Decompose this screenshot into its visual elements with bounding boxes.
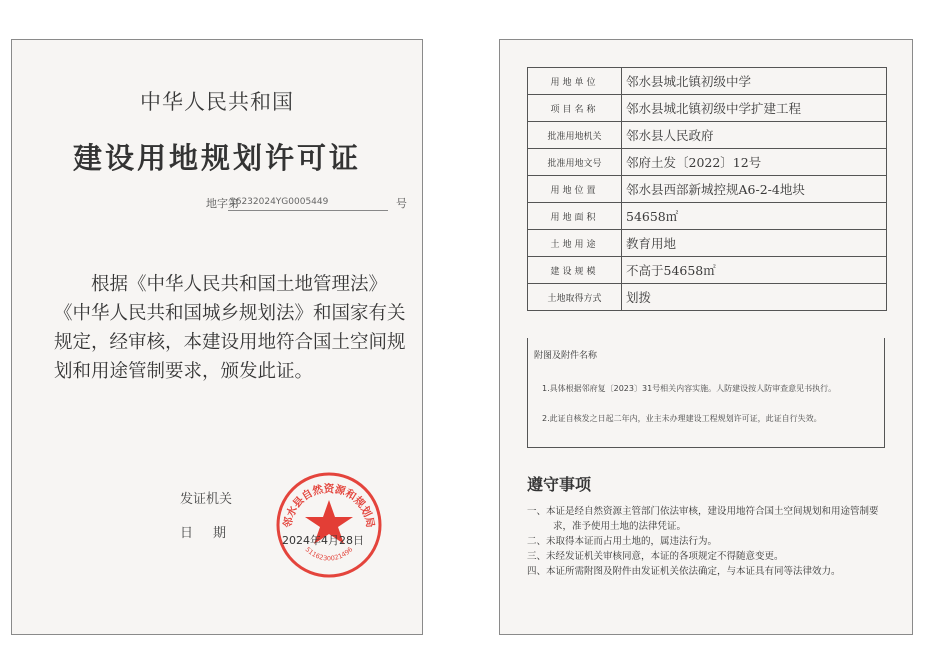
row-value: 教育用地 <box>622 230 887 257</box>
row-value: 邻水县城北镇初级中学扩建工程 <box>622 95 887 122</box>
row-label: 批准用地机关 <box>528 122 622 149</box>
issue-date: 2024年4月28日 <box>282 534 364 547</box>
country-name: 中华人民共和国 <box>140 90 294 114</box>
attachments-title: 附图及附件名称 <box>534 351 598 361</box>
certificate-number-prefix: 地字第 <box>206 197 239 210</box>
seal-text: 邻水县自然资源和规划局 <box>281 483 377 529</box>
table-row <box>528 68 887 95</box>
table-row <box>528 95 887 122</box>
table-row <box>528 284 887 311</box>
row-value: 邻水县人民政府 <box>622 122 887 149</box>
table-row <box>528 203 887 230</box>
row-label: 土地取得方式 <box>528 284 622 311</box>
row-value: 54658㎡ <box>622 203 887 230</box>
row-label: 土地用途 <box>528 230 622 257</box>
attachments-section <box>527 338 885 448</box>
row-value: 邻水县西部新城控规A6-2-4地块 <box>622 176 887 203</box>
rule-item: 三、未经发证机关审核同意，本证的各项规定不得随意变更。 <box>527 551 784 562</box>
certificate-front-page <box>11 39 423 635</box>
official-seal <box>274 470 384 580</box>
certificate-title: 建设用地规划许可证 <box>72 141 361 175</box>
row-label: 用地面积 <box>528 203 622 230</box>
date-label: 日期 <box>180 526 247 541</box>
certificate-body-text: 根据《中华人民共和国土地管理法》《中华人民共和国城乡规划法》和国家有关规定，经审核，本建设用地符合国土空间规划和用途管制要求，颁发此证。 <box>54 274 406 382</box>
certificate-number-underline <box>228 210 388 211</box>
seal-code: 5116230021496 <box>303 545 355 563</box>
row-label: 用地单位 <box>528 68 622 95</box>
certificate-number-suffix: 号 <box>396 197 407 210</box>
issuer-label: 发证机关 <box>180 492 233 507</box>
row-label: 用地位置 <box>528 176 622 203</box>
row-value: 划拨 <box>622 284 887 311</box>
land-info-table <box>527 67 887 311</box>
attachment-note-2: 2.此证自核发之日起二年内，业主未办理建设工程规划许可证，此证自行失效。 <box>542 414 822 423</box>
table-row <box>528 230 887 257</box>
rules-title: 遵守事项 <box>527 475 592 494</box>
rule-item: 二、未取得本证而占用土地的，属违法行为。 <box>527 536 718 547</box>
row-value: 邻水县城北镇初级中学 <box>622 68 887 95</box>
certificate-number-value: 16232024YG0005449 <box>230 197 329 207</box>
attachment-note-1: 1.具体根据邻府复〔2023〕31号相关内容实施。人防建设按人防审查意见书执行。 <box>542 384 837 393</box>
table-row <box>528 149 887 176</box>
rules-list <box>527 504 897 579</box>
svg-text:5116230021496 <box>304 546 355 563</box>
rule-item: 四、本证所需附图及附件由发证机关依法确定，与本证具有同等法律效力。 <box>527 566 841 577</box>
row-value: 不高于54658㎡ <box>622 257 887 284</box>
row-value: 邻府土发〔2022〕12号 <box>622 149 887 176</box>
row-label: 建设规模 <box>528 257 622 284</box>
row-label: 批准用地文号 <box>528 149 622 176</box>
row-label: 项目名称 <box>528 95 622 122</box>
table-row <box>528 176 887 203</box>
table-row <box>528 122 887 149</box>
table-row <box>528 257 887 284</box>
certificate-back-page <box>499 39 913 635</box>
rule-item: 一、本证是经自然资源主管部门依法审核，建设用地符合国土空间规划和用途管制要求，准予使用土地的法律凭证。 <box>527 506 879 532</box>
